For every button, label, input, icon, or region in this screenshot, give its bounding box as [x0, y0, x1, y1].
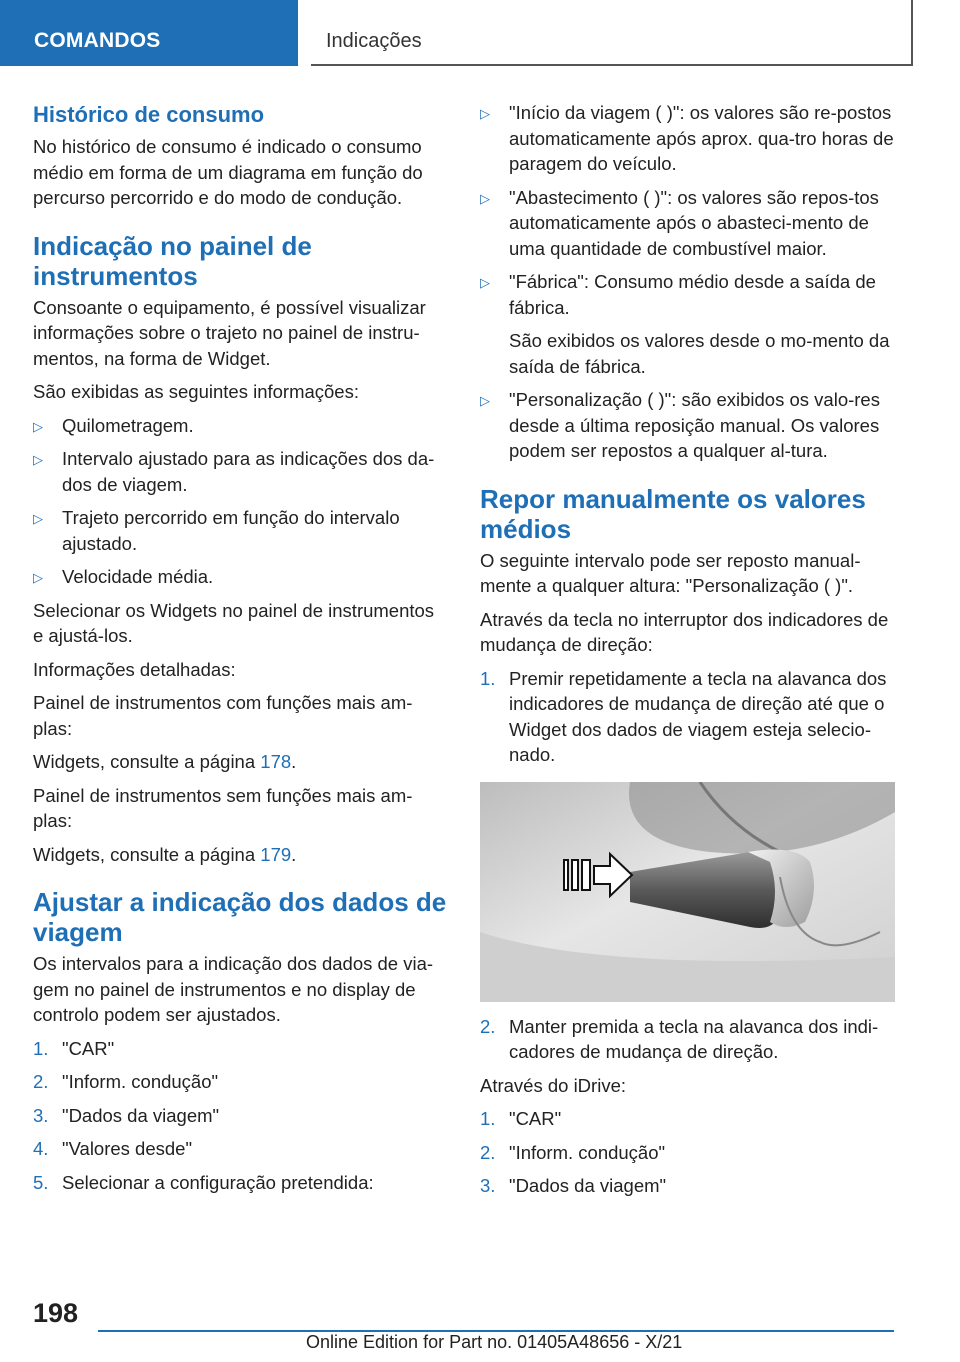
list-item — [33, 505, 448, 556]
triangle-bullet-icon: ▷ — [33, 452, 43, 467]
step-item — [480, 1140, 895, 1166]
step-text: "Dados da viagem" — [509, 1175, 667, 1196]
step-item — [480, 666, 895, 768]
step-text: Premir repetidamente a tecla na alavanca dos indicadores de mudança de direção até que o Widget dos dados de viagem esteja selecio‐nado. — [509, 667, 887, 765]
paragraph-com-funcoes: Painel de instrumentos com funções mais am‐plas: — [33, 692, 413, 739]
step-number: 1. — [480, 1108, 496, 1129]
paragraph-painel-1: Consoante o equipamento, é possível visualizar informações sobre o trajeto no painel de instru‐mentos, na forma de Widget. — [33, 296, 426, 369]
list-item-text: Intervalo ajustado para as indicações dos da‐dos de viagem. — [62, 448, 435, 495]
heading-repor: Repor manualmente os valores médios — [480, 483, 866, 544]
paragraph-repor-2: Através da tecla no interruptor dos indicadores de mudança de direção: — [480, 608, 889, 655]
turn-signal-lever-illustration — [480, 782, 895, 1002]
triangle-bullet-icon: ▷ — [480, 275, 490, 290]
step-text: "CAR" — [509, 1108, 562, 1129]
list-item — [480, 100, 895, 177]
list-item — [33, 446, 448, 497]
list-item-text: "Fábrica": Consumo médio desde a saída de fábrica. — [509, 271, 876, 318]
step-item — [33, 1036, 448, 1062]
step-text: Manter premida a tecla na alavanca dos indi‐cadores de mudança de direção. — [509, 1015, 879, 1062]
lever-illustration-icon — [480, 782, 895, 1002]
triangle-bullet-icon: ▷ — [33, 511, 43, 526]
ref-punct: . — [291, 751, 297, 772]
list-item — [33, 564, 448, 590]
paragraph-historico: No histórico de consumo é indicado o consumo médio em forma de um diagrama em função do percurso percorrido e do modo de condução. — [33, 136, 423, 208]
triangle-bullet-icon: ▷ — [480, 190, 490, 206]
step-text: "Dados da viagem" — [62, 1104, 220, 1126]
step-item — [480, 1173, 895, 1199]
left-column — [33, 100, 448, 1203]
ref-punct: . — [291, 843, 297, 865]
page-link-179[interactable]: 179 — [260, 843, 292, 865]
step-number: 1. — [33, 1037, 49, 1059]
step-item — [33, 1170, 448, 1196]
list-item-text: "Personalização ( )": são exibidos os valo‐res desde a última reposição manual. Os valores podem ser repostos a qualquer al‐tura. — [509, 389, 880, 461]
step-item — [480, 1106, 895, 1132]
paragraph-painel-2: São exibidas as seguintes informações: — [33, 381, 359, 402]
step-text: "Inform. condução" — [62, 1071, 219, 1092]
step-number: 4. — [33, 1138, 49, 1159]
paragraph-idrive: Através do iDrive: — [480, 1074, 626, 1096]
triangle-bullet-icon: ▷ — [33, 570, 43, 585]
list-item-text: "Abastecimento ( )": os valores são repos‐tos automaticamente após o abasteci‐mento de uma quantidade de combustível maior. — [509, 186, 879, 259]
step-text: "Inform. condução" — [509, 1141, 666, 1163]
section-tab: COMANDOS — [0, 0, 298, 66]
heading-historico: Histórico de consumo — [33, 102, 265, 127]
page-number: 198 — [33, 1298, 79, 1328]
list-item-text: São exibidos os valores desde o mo‐mento da saída de fábrica. — [509, 330, 890, 377]
step-item — [33, 1069, 448, 1095]
step-number: 5. — [33, 1171, 49, 1193]
step-number: 2. — [33, 1071, 49, 1092]
right-column — [480, 100, 895, 1207]
step-item — [33, 1136, 448, 1162]
triangle-bullet-icon: ▷ — [480, 393, 490, 408]
paragraph-sem-funcoes: Painel de instrumentos sem funções mais am‐plas: — [33, 784, 413, 831]
reset-steps-list-2 — [480, 1014, 895, 1065]
triangle-bullet-icon: ▷ — [480, 106, 490, 121]
list-item — [480, 387, 895, 464]
info-bullet-list — [33, 413, 448, 590]
step-text: "CAR" — [62, 1037, 115, 1059]
steps-list — [33, 1036, 448, 1196]
ref-text: Widgets, consulte a página — [33, 843, 261, 865]
list-item — [33, 413, 448, 439]
reset-steps-list — [480, 666, 895, 768]
paragraph-info-detalhadas: Informações detalhadas: — [33, 658, 236, 680]
step-item — [480, 1014, 895, 1065]
list-item-text: Velocidade média. — [62, 566, 214, 587]
idrive-steps-list — [480, 1106, 895, 1199]
list-item-text: Quilometragem. — [62, 414, 194, 436]
step-number: 3. — [33, 1104, 49, 1126]
step-number: 2. — [480, 1141, 496, 1163]
list-item-text: Trajeto percorrido em função do intervalo ajustado. — [62, 507, 400, 554]
list-item — [480, 185, 895, 262]
step-number: 3. — [480, 1175, 496, 1196]
list-item-text: "Início da viagem ( )": os valores são re‐postos automaticamente após aprox. qua‐tro horas de paragem do veículo. — [509, 102, 894, 174]
paragraph-ajustar: Os intervalos para a indicação dos dados de via‐gem no painel de instrumentos e no display de controlo podem ser ajustados. — [33, 953, 434, 1025]
list-item — [480, 269, 895, 320]
step-number: 1. — [480, 667, 496, 689]
paragraph-repor-1: O seguinte intervalo pode ser reposto manual‐mente a qualquer altura: "Personalização ( )". — [480, 549, 861, 596]
ref-text: Widgets, consulte a página — [33, 751, 261, 772]
paragraph-widgets-ref-2 — [33, 842, 448, 868]
paragraph-widgets-ref-1 — [33, 749, 448, 775]
heading-ajustar: Ajustar a indicação dos dados de viagem — [33, 887, 447, 947]
paragraph-selecionar: Selecionar os Widgets no painel de instrumentos e ajustá-los. — [33, 599, 435, 646]
triangle-bullet-icon: ▷ — [33, 418, 43, 434]
step-text: "Valores desde" — [62, 1138, 193, 1159]
edition-footer: Online Edition for Part no. 01405A48656 - X/21 — [306, 1332, 683, 1352]
page-header-title: Indicações — [311, 0, 913, 66]
list-item-note — [480, 328, 895, 379]
page-link-178[interactable]: 178 — [260, 751, 292, 772]
step-text: Selecionar a configuração pretendida: — [62, 1171, 374, 1193]
heading-painel: Indicação no painel de instrumentos — [33, 230, 312, 291]
step-item — [33, 1103, 448, 1129]
options-list — [480, 100, 895, 464]
step-number: 2. — [480, 1015, 496, 1037]
